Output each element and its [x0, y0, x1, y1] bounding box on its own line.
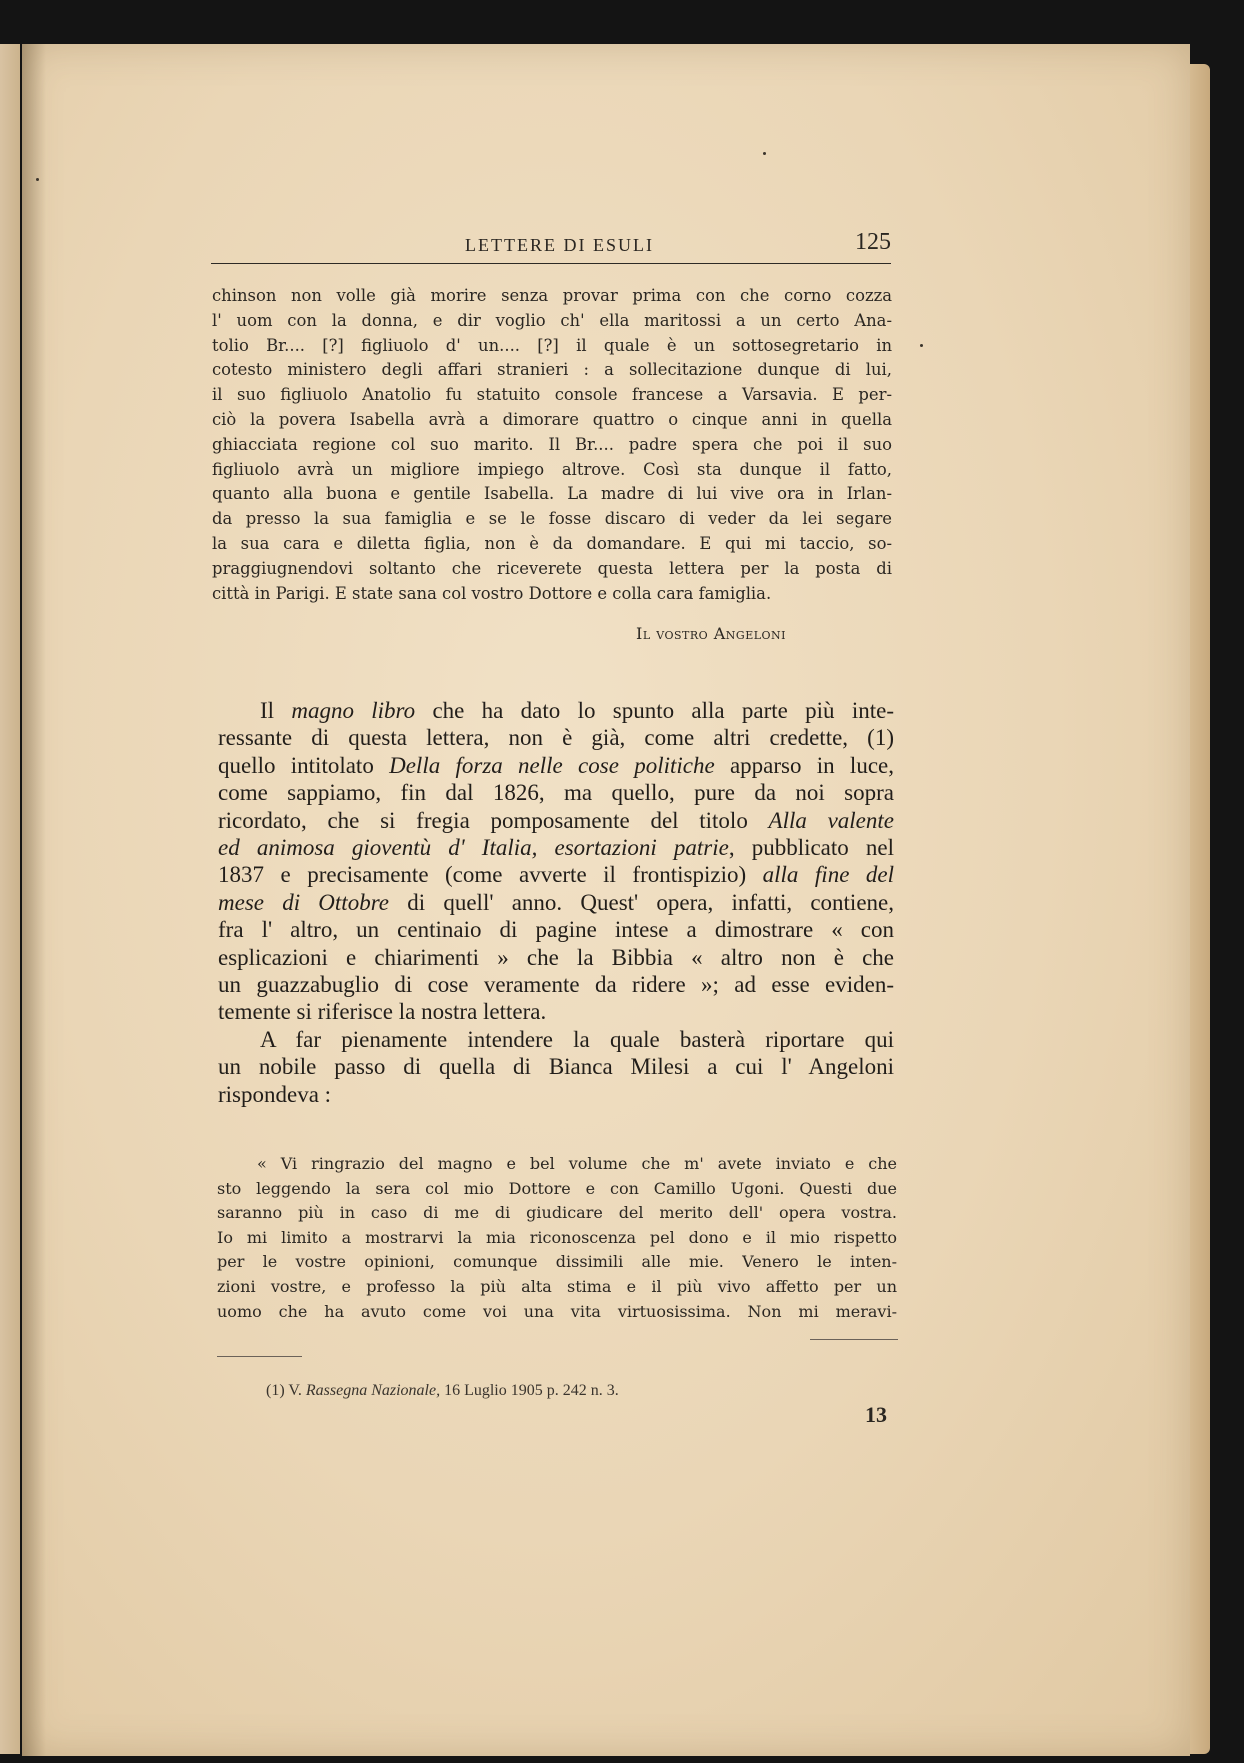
body-line	[218, 889, 894, 916]
ink-speck	[36, 178, 39, 181]
signature-mark: 13	[865, 1402, 887, 1427]
letter-line: ghiacciata regione col suo marito. Il Br.... padre spera che poi il suo	[212, 434, 892, 454]
letter-line: ciò la povera Isabella avrà a dimorare quattro o cinque anni in quella	[212, 409, 892, 429]
quoted-letter	[212, 284, 892, 606]
body-segment: ressante di questa lettera, non è già, come altri credette, (1)	[218, 725, 894, 751]
quote-line: sto leggendo la sera col mio Dottore e con Camillo Ugoni. Questi due	[217, 1178, 897, 1198]
ink-speck	[920, 344, 923, 347]
letter-line: figliuolo avrà un migliore impiego altrove. Così sta dunque il fatto,	[212, 459, 892, 479]
letter-signature: Il vostro Angeloni	[636, 624, 787, 643]
footnote-source: Rassegna Nazionale,	[305, 1382, 441, 1399]
body-line: rispondeva :	[218, 1081, 332, 1107]
body-line	[218, 916, 894, 943]
body-segment: che ha dato lo spunto alla parte più inte-	[415, 698, 894, 723]
commentary-text	[218, 697, 894, 1108]
body-line	[218, 971, 894, 998]
body-segment: ricordato, che si fregia pomposamente del titolo	[218, 807, 769, 833]
letter-line: cotesto ministero degli affari stranieri : a sollecitazione dunque di lui,	[212, 360, 892, 380]
footnote-prefix: (1) V.	[266, 1382, 306, 1399]
body-line	[218, 697, 894, 724]
body-segment: fra l' altro, un centinaio di pagine intese a dimostrare « con	[218, 917, 894, 943]
footnote-rest: 16 Luglio 1905 p. 242 n. 3.	[440, 1382, 619, 1399]
quote-line: zioni vostre, e professo la più alta stima e il più vivo affetto per un	[217, 1276, 897, 1296]
body-line: un nobile passo di quella di Bianca Milesi a cui l' Angeloni	[218, 1054, 894, 1080]
quote-line: Io mi limito a mostrarvi la mia riconoscenza pel dono e il mio rispetto	[217, 1227, 897, 1247]
body-segment: di quell' anno. Quest' opera, infatti, contiene,	[389, 889, 894, 915]
body-segment: temente si riferisce la nostra lettera.	[218, 999, 547, 1025]
letter-line: città in Parigi. E state sana col vostro Dottore e colla cara famiglia.	[212, 583, 772, 603]
body-segment: come sappiamo, fin dal 1826, ma quello, pure da noi sopra	[218, 780, 894, 806]
body-line	[218, 779, 894, 806]
letter-line: tolio Br.... [?] figliuolo d' un.... [?] il quale è un sottosegretario in	[212, 335, 892, 355]
footnote	[266, 1382, 619, 1400]
book-title-italic: magno libro	[291, 698, 416, 723]
body-segment: un guazzabuglio di cose veramente da ridere »; ad esse eviden-	[218, 972, 894, 998]
body-line	[218, 807, 894, 834]
letter-line: quanto alla buona e gentile Isabella. La madre di lui vive ora in Irlan-	[212, 484, 892, 504]
gutter-shadow	[22, 44, 46, 1756]
book-title-italic: Alla valente	[768, 807, 894, 833]
body-segment: 1837 e precisamente (come avverte il frontispizio)	[218, 862, 763, 888]
book-title-italic: Della forza nelle cose politiche	[389, 752, 715, 778]
quote-line: uomo che ha avuto come voi una vita virtuosissima. Non mi meravi-	[217, 1301, 897, 1321]
letter-line: la sua cara e diletta figlia, non è da domandare. E qui mi taccio, so-	[212, 533, 892, 553]
body-line	[218, 724, 894, 751]
book-title-italic: ed animosa gioventù d' Italia, esortazioni patrie	[218, 835, 729, 861]
quote-line: per le vostre opinioni, comunque dissimili alle mie. Venero le inten-	[217, 1252, 897, 1272]
body-segment: quello intitolato	[218, 752, 390, 778]
letter-line: chinson non volle già morire senza provar prima con che corno cozza	[212, 286, 892, 305]
body-segment: apparso in luce,	[714, 752, 894, 778]
quote-continuation-rule	[810, 1339, 898, 1340]
letter-line: il suo figliuolo Anatolio fu statuito console francese a Varsavia. E per-	[212, 385, 892, 405]
body-line	[218, 752, 894, 779]
letter-line: praggiugnendovi soltanto che riceverete questa lettera per la posta di	[212, 558, 892, 578]
page-number: 125	[855, 229, 891, 255]
body-segment: esplicazioni e chiarimenti » che la Bibbia « altro non è che	[218, 944, 894, 970]
body-line	[218, 998, 894, 1025]
letter-line: da presso la sua famiglia e se le fosse discaro di veder da lei segare	[212, 509, 892, 529]
footnote-separator	[217, 1356, 302, 1357]
book-title-italic: alla fine del	[762, 862, 895, 888]
body-line	[218, 944, 894, 971]
facing-page-edge	[0, 44, 20, 1754]
body-segment: Il	[260, 698, 292, 723]
milesi-quotation	[217, 1152, 897, 1324]
body-line	[218, 861, 894, 888]
quote-line: « Vi ringrazio del magno e bel volume che m' avete inviato e che	[257, 1154, 897, 1173]
running-head: LETTERE DI ESULI	[465, 235, 654, 255]
book-title-italic: mese di Ottobre	[218, 889, 390, 915]
body-segment: , pubblicato nel	[728, 835, 895, 861]
letter-line: l' uom con la donna, e dir voglio ch' ella maritossi a un certo Ana-	[212, 310, 892, 330]
body-line	[218, 834, 894, 861]
quote-line: saranno più in caso di me di giudicare del merito dell' opera vostra.	[217, 1203, 897, 1223]
body-line: A far pienamente intendere la quale basterà riportare qui	[260, 1026, 894, 1052]
page-header	[211, 227, 891, 264]
ink-speck	[763, 152, 766, 155]
